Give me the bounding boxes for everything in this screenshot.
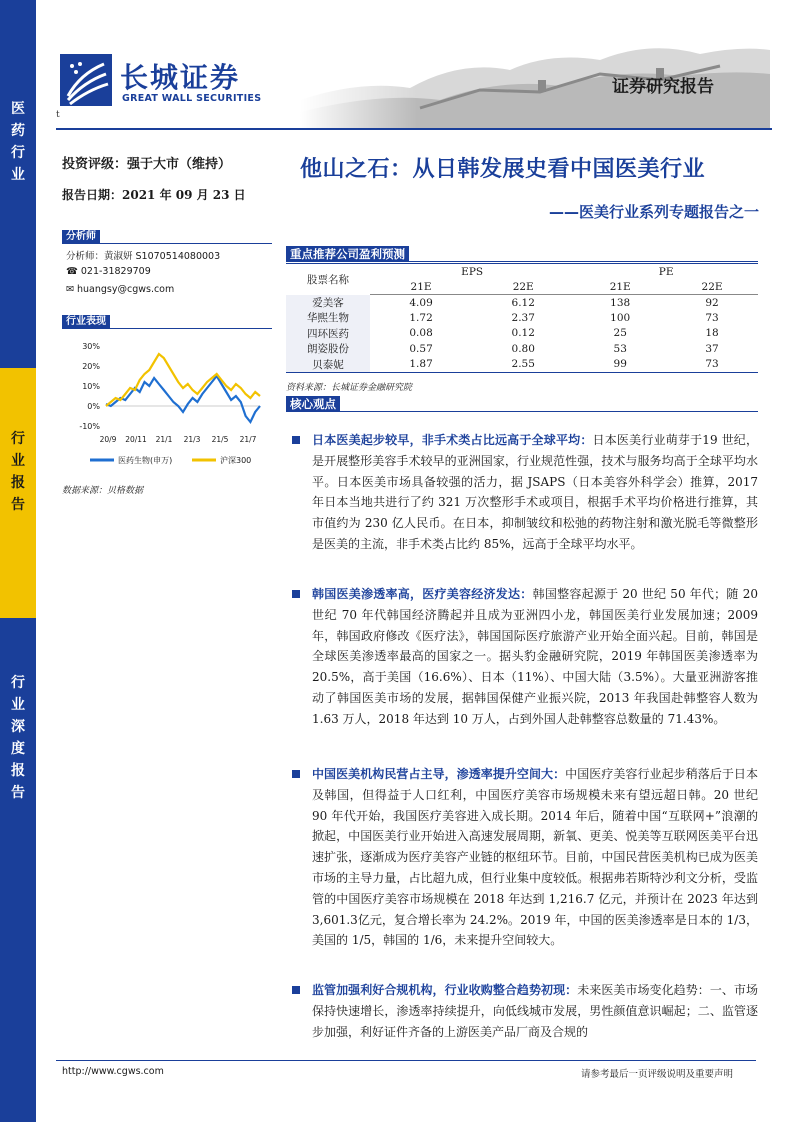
pe-21e-header: 21E <box>574 279 666 295</box>
core-view-tag-label: 核心观点 <box>286 396 340 412</box>
sidebar-top-label-text: 医药行业 <box>11 101 25 183</box>
x-tick-label: 21/5 <box>211 435 229 444</box>
y-tick-label: 30% <box>82 342 100 351</box>
forecast-table-tag-label: 重点推荐公司盈利预测 <box>286 246 409 262</box>
analyst-tag-line <box>62 243 272 244</box>
x-tick-label: 20/9 <box>99 435 117 444</box>
core-point-2-text <box>312 584 758 730</box>
analyst-email-row <box>66 284 174 295</box>
industry-performance-chart <box>62 338 272 474</box>
pe-22e-header: 22E <box>666 279 758 295</box>
stock-name: 爱美客 <box>286 295 370 311</box>
pe-21e: 138 <box>610 296 631 309</box>
x-tick-label: 21/3 <box>183 435 201 444</box>
eps-21e: 1.72 <box>409 311 433 324</box>
eps-22e: 6.12 <box>511 296 535 309</box>
chart-source: 数据来源：贝格数据 <box>62 486 144 496</box>
bullet-square-icon <box>292 770 300 778</box>
x-tick-label: 20/11 <box>125 435 147 444</box>
core-point-3-text <box>312 764 758 951</box>
footer-divider <box>56 1060 756 1061</box>
earnings-forecast-table <box>286 263 758 373</box>
eps-22e: 0.12 <box>511 327 535 340</box>
eps-21e: 1.87 <box>370 357 472 373</box>
phone-icon: ☎ <box>66 266 81 277</box>
core-point-2 <box>292 584 758 730</box>
x-tick-label: 21/1 <box>155 435 173 444</box>
pe-22e: 92 <box>705 296 719 309</box>
eps-21e: 0.08 <box>409 327 433 340</box>
core-view-tag <box>286 396 758 412</box>
sidebar-top-label <box>0 98 36 186</box>
pe-21e: 53 <box>613 342 627 355</box>
forecast-table-tag <box>286 246 758 262</box>
eps-22e-header: 22E <box>472 279 574 295</box>
table-row <box>286 295 758 311</box>
pe-22e: 18 <box>705 327 719 340</box>
table-row <box>286 310 758 326</box>
y-tick-label: 10% <box>82 382 100 391</box>
report-subtitle: ——医美行业系列专题报告之一 <box>548 203 759 221</box>
core-point-3 <box>292 764 758 951</box>
eps-21e-header: 21E <box>370 279 472 295</box>
core-point-1 <box>292 430 758 555</box>
mail-icon: ✉ <box>66 284 77 295</box>
eps-22e: 0.80 <box>511 342 535 355</box>
pe-21e: 100 <box>610 311 631 324</box>
table-row <box>286 341 758 357</box>
pe-21e: 99 <box>574 357 666 373</box>
eps-22e: 2.37 <box>511 311 535 324</box>
stock-name: 四环医药 <box>286 326 370 342</box>
core-point-3-body: 中国医疗美容行业起步稍落后于日本及韩国，但得益于人口红利，中国医疗美容市场规模未来有望远超日韩。20 世纪 90 年代开始，我国医疗美容进入成长期。2014 年后，随着中国“互联网+”浪潮的掀起，中国医美行业开始进入高速发展周期，新氧、更美、悦美等互联网医美平台迅速扩张，逐渐成为医疗美容产业链的枢纽环节。目前，中国民营医美机构已成为医美市场的主导力量，占比超九成，但行业集中度较低。根据弗若斯特沙利文分析，受监管的中国医疗美容市场规模在 2018 年达到 1,216.7 亿元，并预计在 2023 年达到 3,601.3亿元，复合增长率为 24.2%。2019 年，中国的医美渗透率是日本的 1/3，美国的 1/5，韩国的 1/6，未来提升空间较大。 <box>312 767 758 948</box>
y-tick-label: -10% <box>79 422 100 431</box>
performance-tag-line <box>62 328 272 329</box>
core-point-1-text <box>312 430 758 555</box>
stock-name: 贝泰妮 <box>286 357 370 373</box>
great-wall-logo-icon <box>60 54 112 106</box>
report-title: 他山之石：从日韩发展史看中国医美行业 <box>300 157 706 182</box>
table-row <box>286 326 758 342</box>
core-point-1-body: 日本医美行业萌芽于19 世纪，是开展整形美容手术较早的亚洲国家，行业规范性强，技术与服务均高于全球平均水平。日本医美市场具备较强的活力，据 JSAPS（日本美容外科学会）推算，2017 年日本当地共进行了约 321 万次整形手术或项目，根据手术平均价格进行推算，其市值约为 230 亿人民币。在日本，抑制皱纹和松弛的药物注射和激光脱毛等微整形是医美的主流，非手术类占比约 85%，远高于全球平均水平。 <box>312 433 758 551</box>
analyst-name: 分析师：黄淑妍 S1070514080003 <box>66 251 221 262</box>
report-type-label: 证券研究报告 <box>612 77 714 97</box>
header-stray-mark: t <box>56 110 60 120</box>
table-source: 资料来源：长城证券金融研究院 <box>286 383 413 393</box>
x-tick-label: 21/7 <box>239 435 257 444</box>
core-point-1-head: 日本医美起步较早，非手术类占比远高于全球平均： <box>312 433 593 447</box>
investment-rating: 投资评级：强于大市（维持） <box>62 157 232 172</box>
core-point-2-head: 韩国医美渗透率高，医疗美容经济发达： <box>312 587 533 601</box>
bullet-square-icon <box>292 986 300 994</box>
eps-21e: 0.57 <box>409 342 433 355</box>
analyst-email[interactable]: huangsy@cgws.com <box>76 284 175 295</box>
report-date: 报告日期：2021 年 09 月 23 日 <box>62 188 246 202</box>
logo-chinese-name: 长城证券 <box>120 61 241 94</box>
pe-22e: 73 <box>666 357 758 373</box>
sidebar-bottom-label <box>0 672 36 804</box>
performance-section-tag <box>62 315 272 329</box>
sidebar-bottom-label-text: 行业深度报告 <box>11 675 25 801</box>
pe-22e: 37 <box>705 342 719 355</box>
analyst-section-tag <box>62 230 272 244</box>
analyst-phone-row <box>66 266 151 277</box>
core-point-2-body: 韩国整容起源于 20 世纪 50 年代；随 20 世纪 70 年代韩国经济腾起并且成为亚洲四小龙，韩国医美行业发展加速；2009 年，韩国政府修改《医疗法》，韩国国际医疗旅游产业开始全面兴起。目前，韩国是全球医美渗透率最高的国家之一。据头豹金融研究院，2019 年韩国医美渗透率为 20.5%，高于美国（16.6%）、日本（11%）、中国大陆（3.5%）。大量亚洲游客推动了韩国医美市场的发展，据韩国保健产业振兴院，2013 年我国赴韩整容人数为 1.63 万人，2018 年达到 10 万人，占到外国人赴韩整容总数量的 71.43%。 <box>312 587 758 726</box>
eps-22e: 2.55 <box>472 357 574 373</box>
pe-22e: 73 <box>705 311 719 324</box>
core-point-4-head: 监管加强利好合规机构，行业收购整合趋势初现： <box>312 983 578 997</box>
sidebar-middle-label-text: 行业报告 <box>11 431 25 513</box>
legend-label: 医药生物(申万) <box>118 456 173 465</box>
bullet-square-icon <box>292 436 300 444</box>
stock-name: 华熙生物 <box>286 310 370 326</box>
y-tick-label: 20% <box>82 362 100 371</box>
core-point-4-text <box>312 980 758 1042</box>
footer-url[interactable]: http://www.cgws.com <box>62 1066 164 1077</box>
core-point-4-body: 未来医美市场变化趋势：一、市场保持快速增长，渗透率持续提升，向低线城市发展，男性颜值意识崛起；二、监管逐步加强，利好证件齐备的上游医美产品厂商及合规的 <box>312 983 758 1039</box>
stock-name: 朗姿股份 <box>286 341 370 357</box>
sidebar-middle-label <box>0 428 36 516</box>
analyst-tag-label: 分析师 <box>62 230 100 244</box>
bullet-square-icon <box>292 590 300 598</box>
pe-header: PE <box>574 264 758 280</box>
pe-21e: 25 <box>613 327 627 340</box>
y-tick-label: 0% <box>87 402 100 411</box>
company-logo <box>56 52 286 112</box>
core-point-4 <box>292 980 758 1042</box>
core-point-3-head: 中国医美机构民营占主导，渗透率提升空间大： <box>312 767 566 781</box>
legend-label: 沪深300 <box>220 456 252 465</box>
analyst-phone: 021-31829709 <box>80 266 151 277</box>
forecast-table-tag-line <box>286 261 758 262</box>
core-view-tag-line <box>286 411 758 412</box>
stock-name-header: 股票名称 <box>286 264 370 295</box>
eps-header: EPS <box>370 264 574 280</box>
footer-note: 请参考最后一页评级说明及重要声明 <box>580 1069 733 1080</box>
header-divider <box>56 128 772 130</box>
table-row <box>286 357 758 373</box>
logo-english-name: GREAT WALL SECURITIES <box>122 93 262 104</box>
performance-tag-label: 行业表现 <box>62 315 110 329</box>
series-line-1 <box>106 376 260 422</box>
table-header-row <box>286 264 758 280</box>
eps-21e: 4.09 <box>409 296 433 309</box>
